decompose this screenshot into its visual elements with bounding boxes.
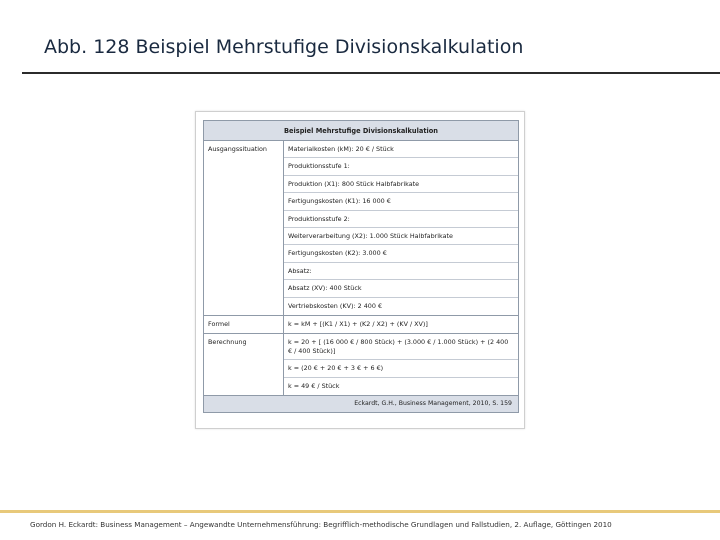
table-line: Materialkosten (kM): 20 € / Stück <box>284 141 518 158</box>
table-line: Produktion (X1): 800 Stück Halbfabrikate <box>284 176 518 193</box>
table-line: k = kM + [(K1 / X1) + (K2 / X2) + (KV / XV)] <box>288 319 428 328</box>
table-row-calculation <box>204 334 519 396</box>
table-row-situation <box>204 141 519 316</box>
calculation-table <box>203 120 519 413</box>
slide-title: Abb. 128 Beispiel Mehrstufige Divisionskalkulation <box>44 36 524 58</box>
table-line: k = (20 € + 20 € + 3 € + 6 €) <box>284 360 518 377</box>
figure-image <box>195 111 525 429</box>
table-line: k = 49 € / Stück <box>288 381 340 390</box>
table-line: Produktionsstufe 2: <box>284 211 518 228</box>
table-line: Weiterverarbeitung (X2): 1.000 Stück Halbfabrikate <box>284 228 518 245</box>
footer-citation: Gordon H. Eckardt: Business Management – Angewandte Unternehmensführung: Begrifflich-methodische Grundlagen und Fallstudien, 2. Auflage, Göttingen 2010 <box>30 520 612 529</box>
table-row-formula <box>204 315 519 333</box>
table-line: Fertigungskosten (K1): 16 000 € <box>284 193 518 210</box>
row-label: Berechnung <box>204 334 284 396</box>
table-row-source <box>204 396 519 413</box>
table-line: Absatz: <box>284 263 518 280</box>
row-label: Formel <box>204 315 284 333</box>
footer-divider <box>0 510 720 513</box>
row-label: Ausgangssituation <box>204 141 284 316</box>
title-divider <box>22 72 720 74</box>
table-line: k = 20 + [ (16 000 € / 800 Stück) + (3.000 € / 1.000 Stück) + (2 400 € / 400 Stück)] <box>284 334 518 360</box>
table-line: Produktionsstufe 1: <box>284 158 518 175</box>
table-line: Vertriebskosten (KV): 2 400 € <box>288 301 383 310</box>
table-header: Beispiel Mehrstufige Divisionskalkulation <box>204 121 519 141</box>
row-content <box>284 334 519 396</box>
row-content <box>284 141 519 316</box>
table-line: Absatz (XV): 400 Stück <box>284 280 518 297</box>
row-content <box>284 315 519 333</box>
table-line: Fertigungskosten (K2): 3.000 € <box>284 245 518 262</box>
source-citation: Eckardt, G.H., Business Management, 2010, S. 159 <box>204 396 519 413</box>
